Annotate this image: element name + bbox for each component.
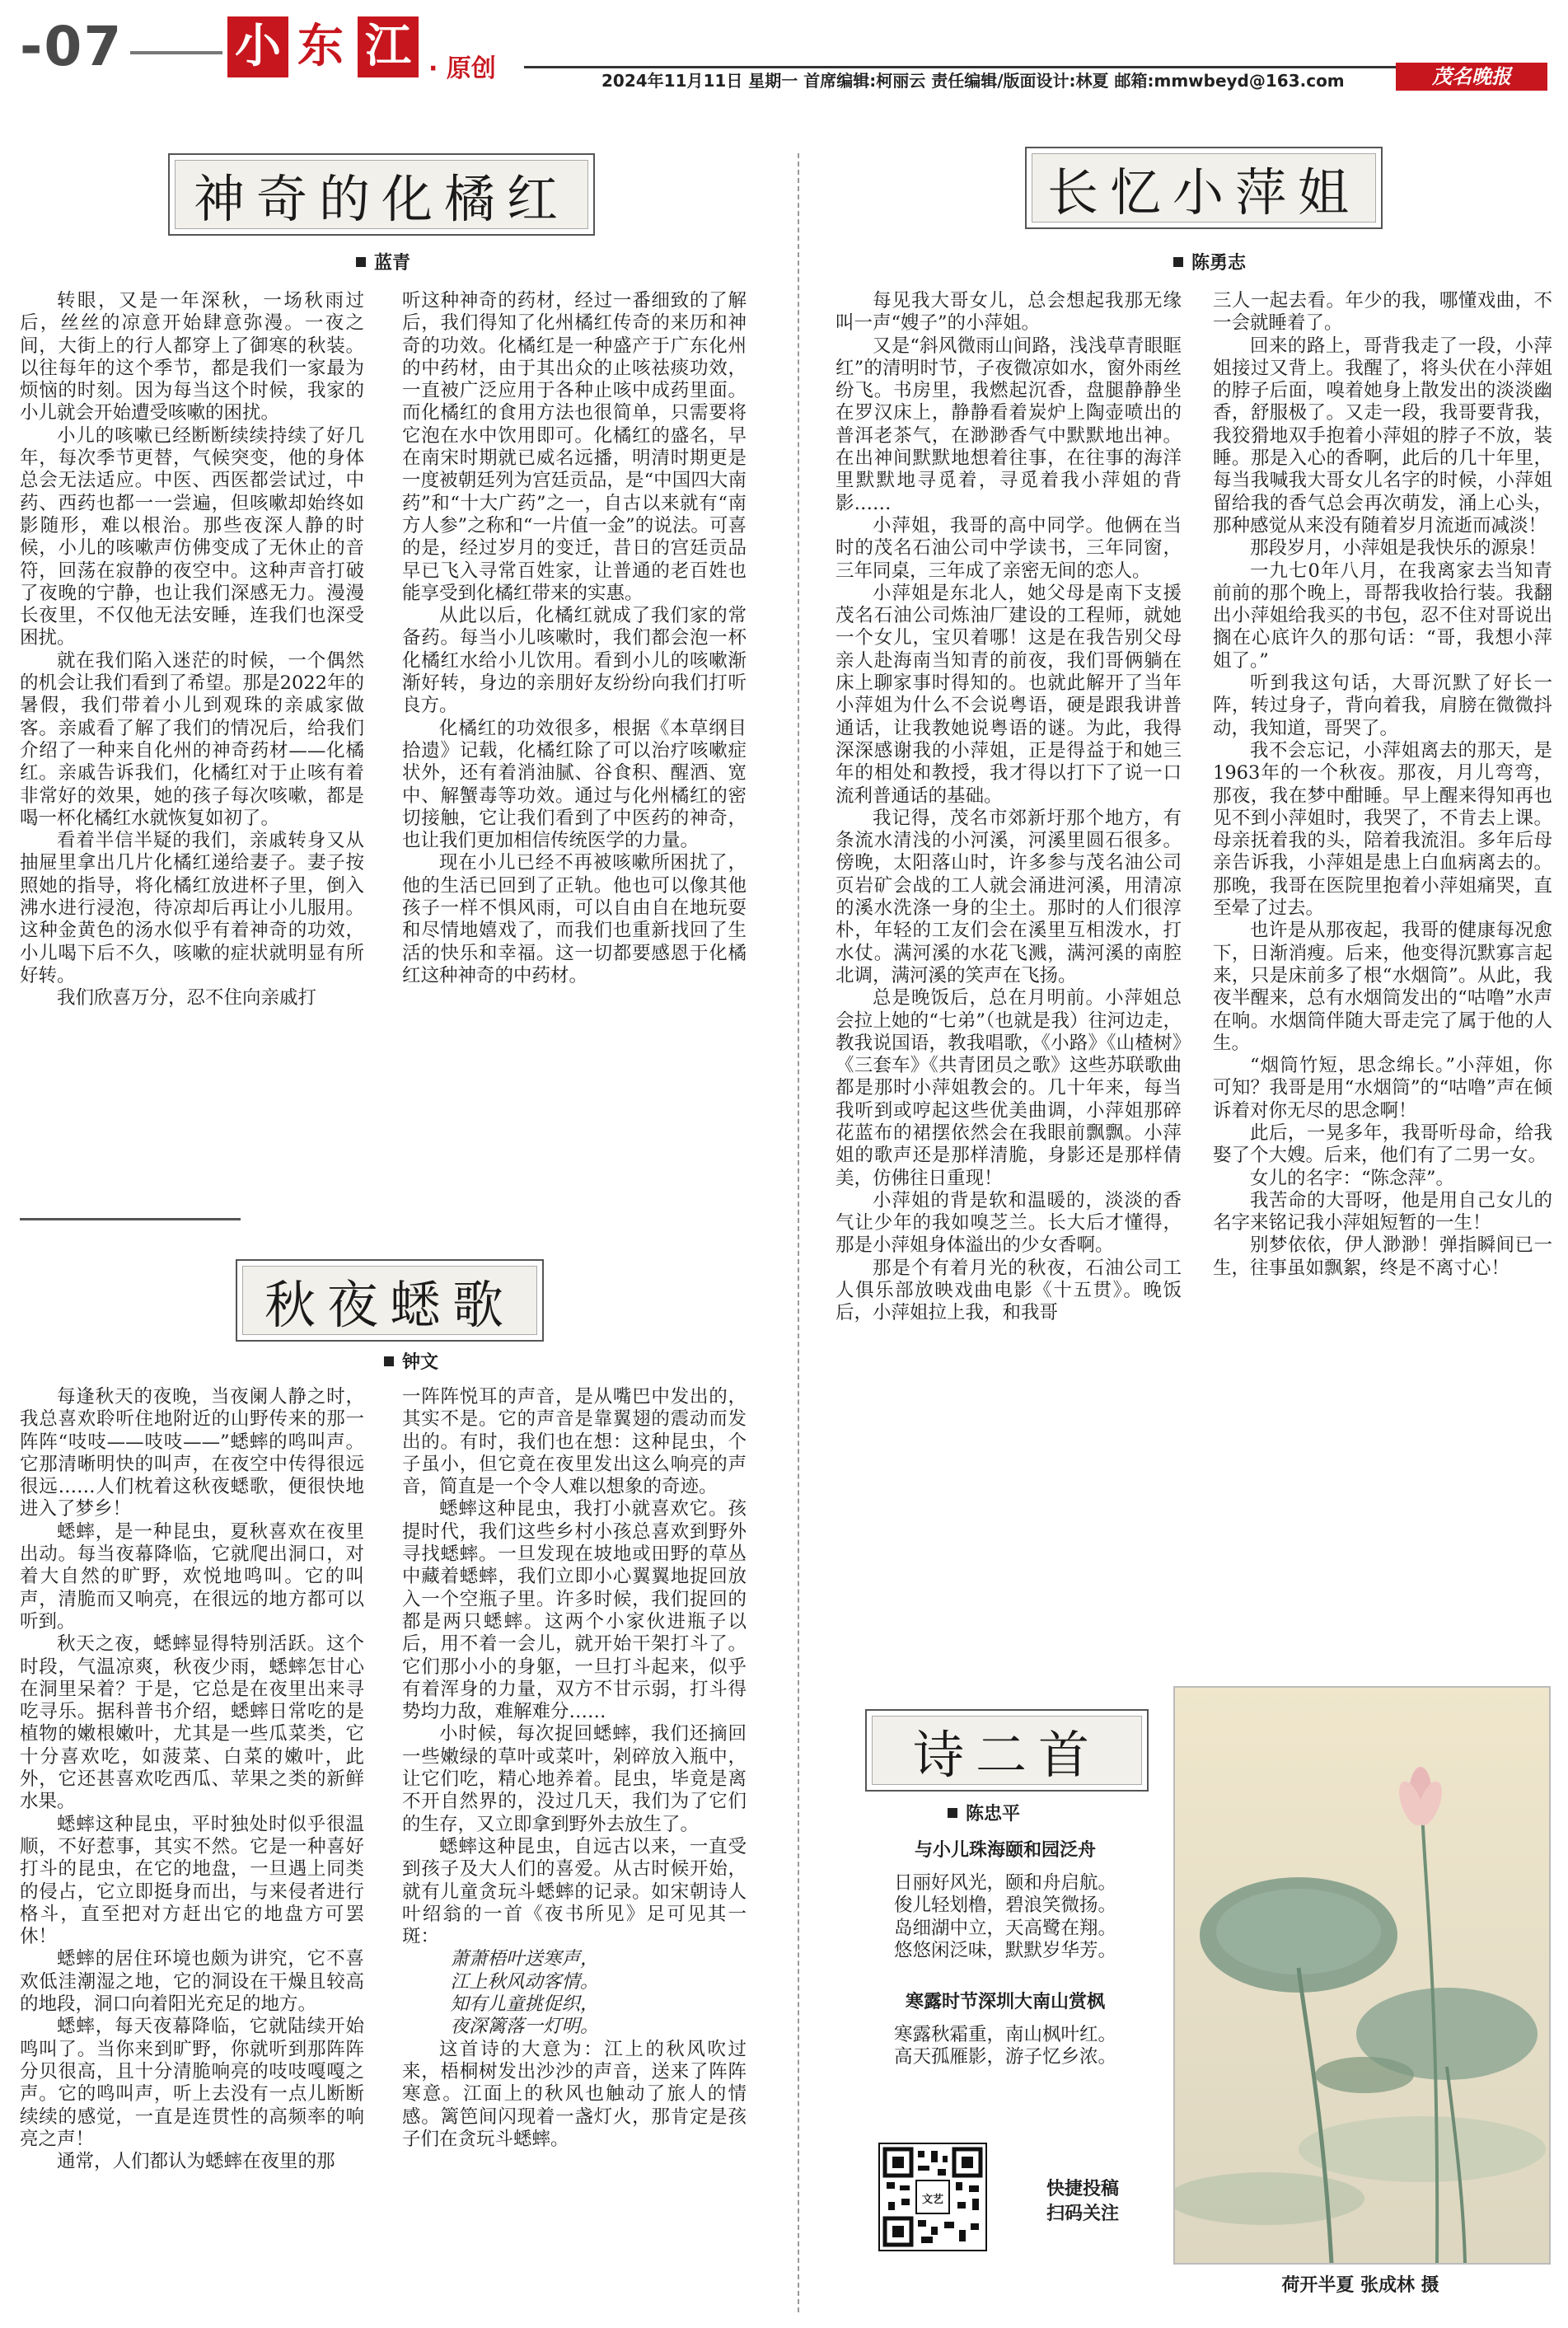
poem-line: 寒露秋霜重，南山枫叶红。	[893, 2024, 1116, 2045]
paragraph: 听这种神奇的药材，经过一番细致的了解后，我们得知了化州橘红传奇的来历和神奇的功效。化橘红是一种盛产于广东化州的中药材，由于其出众的止咳祛痰功效，一直被广泛应用于各种止咳中成药里面。而化橘红的食用方法也很简单，只需要将它泡在水中饮用即可。化橘红的盛名，早在南宋时期就已威名远播，明清时期更是一度被朝廷列为宫廷贡品，是“中国四大南药”和“十大广药”之一，自古以来就有“南方人参”之称和“一片值一金”的说法。可喜的是，经过岁月的变迁，昔日的宫廷贡品早已飞入寻常百姓家，让普通的老百姓也能享受到化橘红带来的实惠。	[402, 290, 747, 604]
poem-title: 寒露时节深圳大南山赏枫	[905, 1992, 1105, 2012]
paragraph: 化橘红的功效很多，根据《本草纲目拾遗》记载，化橘红除了可以治疗咳嗽症状外，还有着消油腻、谷食积、醒酒、宽中、解蟹毒等功效。通过与化州橘红的密切接触，它让我们看到了中医药的神奇，也让我们更加相信传统医学的力量。	[402, 717, 747, 852]
article-author	[384, 1348, 438, 1374]
author-name: 陈忠平	[966, 1804, 1021, 1824]
column-suffix: · 原创	[428, 54, 496, 83]
paragraph: 一阵阵悦耳的声音，是从嘴巴中发出的，其实不是。它的声音是靠翼翅的震动而发出的。有时，我们也在想：这种昆虫，个子虽小，但它竟在夜里发出这么响亮的声音，简直是一个令人难以想象的奇迹。	[402, 1386, 747, 1498]
paragraph: 那是个有着月光的秋夜，石油公司工人俱乐部放映戏曲电影《十五贯》。晚饭后，小萍姐拉上我，和我哥	[835, 1257, 1182, 1324]
submit-line: 快捷投稿	[1046, 2179, 1120, 2199]
poem-line: 夜深篱落一灯明。	[450, 2016, 599, 2038]
poem-body	[857, 1872, 1154, 1962]
article-title: 秋夜蟋歌	[242, 1266, 537, 1335]
poem-title: 与小儿珠海颐和园泛舟	[914, 1840, 1096, 1861]
author-marker	[948, 1808, 957, 1818]
poem-body	[857, 2024, 1154, 2069]
paragraph: 又是“斜风微雨山间路，浅浅草青眼眶红”的清明时节，子夜微凉如水，窗外雨丝纷飞。书房里，我燃起沉香，盘腿静静坐在罗汉床上，静静看着炭炉上陶壶喷出的普洱老茶气，在渺渺香气中默默地出神。在出神间默默地想着往事，在往事的海洋里默默地寻觅着，寻觅着我小萍姐的背影……	[835, 335, 1182, 514]
paragraph: 回来的路上，哥背我走了一段，小萍姐接过又背上。我醒了，将头伏在小萍姐的脖子后面，嗅着她身上散发出的淡淡幽香，舒服极了。又走一段，我哥要背我，我狡猾地双手抱着小萍姐的脖子不放，装睡。那是入心的香啊，此后的几十年里，每当我喊我大哥女儿名字的时候，小萍姐留给我的香气总会再次萌发，涌上心头，那种感觉从来没有随着岁月流逝而减淡！	[1213, 335, 1552, 536]
paragraph: 蟋蟀的居住环境也颇为讲究，它不喜欢低洼潮湿之地，它的洞设在干燥且较高的地段，洞口向着阳光充足的地方。	[20, 1948, 364, 2016]
poem-line: 高天孤雁影，游子忆乡浓。	[893, 2046, 1116, 2068]
paragraph: 蟋蟀这种昆虫，平时独处时似乎很温顺，不好惹事，其实不然。它是一种喜好打斗的昆虫，在它的地盘，一旦遇上同类的侵占，它立即挺身而出，与来侵者进行格斗，直至把对方赶出它的地盘方可罢休！	[20, 1813, 364, 1948]
paragraph: 小萍姐的背是软和温暖的，淡淡的香气让少年的我如嗅芝兰。长大后才懂得，那是小萍姐身体溢出的少女香啊。	[835, 1189, 1182, 1257]
article-author	[356, 249, 410, 274]
article-title: 长忆小萍姐	[1032, 153, 1376, 222]
paragraph: 我记得，茂名市郊新圩那个地方，有条流水清浅的小河溪，河溪里圆石很多。傍晚，太阳落山时，许多参与茂名油公司页岩矿会战的工人就会涌进河溪，用清凉的溪水洗涤一身的尘土。那时的人们很淳朴，年轻的工友们会在溪里互相泼水，打水仗。满河溪的水花飞溅，满河溪的南腔北调，满河溪的笑声在飞扬。	[835, 807, 1182, 986]
paragraph: 蟋蟀这种昆虫，我打小就喜欢它。孩提时代，我们这些乡村小孩总喜欢到野外寻找蟋蟀。一旦发现在坡地或田野的草丛中藏着蟋蟀，我们立即小心翼翼地捉回放入一个空瓶子里。许多时候，我们捉回的都是两只蟋蟀。这两个小家伙进瓶子以后，用不着一会儿，就开始干架打斗了。它们那小小的身躯，一旦打斗起来，似乎有着浑身的力量，双方不甘示弱，打斗得势均力敌，难解难分……	[402, 1498, 747, 1723]
paragraph: 一九七0年八月，在我离家去当知青前前的那个晚上，哥帮我收拾行装。我翻出小萍姐给我买的书包，忍不住对哥说出搁在心底许久的那句话：“哥，我想小萍姐了。”	[1213, 560, 1552, 672]
paragraph: 每逢秋天的夜晚，当夜阑人静之时，我总喜欢聆听住地附近的山野传来的那一阵阵“吱吱——吱吱——”蟋蟀的鸣叫声。它那清晰明快的叫声，在夜空中传得很远很远……人们枕着这秋夜蟋歌，便很快地进入了梦乡！	[20, 1386, 364, 1520]
article-title: 神奇的化橘红	[175, 160, 588, 229]
article-title-box	[1025, 147, 1383, 229]
lotus-image-icon	[1175, 1688, 1549, 2263]
author-marker	[384, 1356, 394, 1366]
paragraph: 小萍姐是东北人，她父母是南下支援茂名石油公司炼油厂建设的工程师，就她一个女儿，宝贝着哪！这是在我告别父母亲人赴海南当知青的前夜，我们哥俩躺在床上聊家事时得知的。也就此解开了当年小萍姐为什么不会说粤语，硬是跟我讲普通话，让我教她说粤语的谜。为此，我得深深感谢我的小萍姐，正是得益于和她三年的相处和教授，我才得以打下了说一口流利普通话的基础。	[835, 582, 1182, 807]
poem-line: 岛细湖中立，天高鹭在翔。	[893, 1917, 1116, 1939]
newspaper-logo: 茂名晚报	[1396, 63, 1547, 91]
paragraph: 我苦命的大哥呀，他是用自己女儿的名字来铭记我小萍姐短暂的一生！	[1213, 1189, 1552, 1234]
paragraph: 蟋蟀，每天夜幕降临，它就陆续开始鸣叫了。当你来到旷野，你就听到那阵阵分贝很高，且十分清脆响亮的吱吱嘎嘎之声。它的鸣叫声，听上去没有一点儿断断续续的感觉，一直是连贯性的高频率的响亮之声！	[20, 2016, 364, 2150]
paragraph: 那段岁月，小萍姐是我快乐的源泉！	[1250, 537, 1547, 560]
article-column	[402, 290, 747, 987]
author-name: 钟文	[402, 1352, 439, 1373]
paragraph: 蟋蟀这种昆虫，自远古以来，一直受到孩子及大人们的喜爱。从古时候开始，就有儿童贪玩斗蟋蟀的记录。如宋朝诗人叶绍翁的一首《夜书所见》足可见其一斑：	[402, 1835, 747, 1948]
poem-line: 日丽好风光，颐和舟启航。	[893, 1872, 1116, 1894]
qr-code[interactable]	[878, 2143, 987, 2251]
article-title: 诗二首	[872, 1716, 1142, 1785]
photo-caption: 荷开半夏 张成林 摄	[1281, 2275, 1439, 2296]
paragraph: 每见我大哥女儿，总会想起我那无缘叫一声“嫂子”的小萍姐。	[835, 290, 1182, 335]
author-name: 蓝青	[374, 253, 411, 274]
author-marker	[356, 257, 366, 267]
column-char-3: 江	[358, 16, 419, 77]
article-title-box	[236, 1259, 544, 1342]
article-title-box	[865, 1709, 1149, 1792]
article-author	[1173, 249, 1246, 274]
qr-label: 文艺	[921, 2194, 943, 2206]
article-column	[20, 290, 364, 1010]
paragraph: 三人一起去看。年少的我，哪懂戏曲，不一会就睡着了。	[1213, 290, 1552, 335]
paragraph: 此后，一晃多年，我哥听母命，给我娶了个大嫂。后来，他们有了二男一女。	[1213, 1122, 1552, 1167]
paragraph: 我不会忘记，小萍姐离去的那天，是1963年的一个秋夜。那夜，月儿弯弯，那夜，我在梦中酣睡。早上醒来得知再也见不到小萍姐时，我哭了，不肯去上课。母亲抚着我的头，陪着我流泪。多年后母亲告诉我，小萍姐是患上白血病离去的。那晚，我哥在医院里抱着小萍姐痛哭，直至晕了过去。	[1213, 739, 1552, 920]
author-marker	[1173, 257, 1183, 267]
paragraph: 女儿的名字：“陈念萍”。	[1250, 1167, 1455, 1189]
article-column	[1213, 290, 1552, 1280]
paragraph: 别梦依依，伊人渺渺！弹指瞬间已一生，往事虽如飘絮，终是不离寸心！	[1213, 1234, 1552, 1279]
poem-line: 知有儿童挑促织，	[450, 1993, 599, 2016]
paragraph: 秋天之夜，蟋蟀显得特别活跃。这个时段，气温凉爽，秋夜少雨，蟋蟀怎甘心在洞里呆着？于是，它总是在夜里出来寻吃寻乐。据科普书介绍，蟋蟀日常吃的是植物的嫩根嫩叶，尤其是一些瓜菜类，它十分喜欢吃，如菠菜、白菜的嫩叶，此外，它还甚喜欢吃西瓜、苹果之类的新鲜水果。	[20, 1633, 364, 1813]
article-column	[402, 1386, 747, 2151]
author-name: 陈勇志	[1191, 253, 1247, 274]
paragraph: 小儿的咳嗽已经断断续续持续了好几年，每次季节更替，气候突变，他的身体总会无法适应。中医、西医都尝试过，中药、西药也都一一尝遍，但咳嗽却始终如影随形，难以根治。那些夜深人静的时候，小儿的咳嗽声仿佛变成了无休止的音符，回荡在寂静的夜空中。这种声音打破了夜晚的宁静，也让我们深感无力。漫漫长夜里，不仅他无法安睡，连我们也深受困扰。	[20, 424, 364, 649]
submit-line: 扫码关注	[1046, 2204, 1120, 2224]
paragraph: 蟋蟀，是一种昆虫，夏秋喜欢在夜里出动。每当夜幕降临，它就爬出洞口，对着大自然的旷野，欢悦地鸣叫。它的叫声，清脆而又响亮，在很远的地方都可以听到。	[20, 1520, 364, 1632]
article-author	[948, 1800, 1020, 1825]
poem-line: 萧萧梧叶送寒声，	[450, 1948, 599, 1970]
paragraph: 转眼，又是一年深秋，一场秋雨过后，丝丝的凉意开始肆意弥漫。一夜之间，大街上的行人都穿上了御寒的秋装。以往每年的这个季节，都是我们一家最为烦恼的时刻。因为每当这个时候，我家的小儿就会开始遭受咳嗽的困扰。	[20, 290, 364, 424]
header-info: 2024年11月11日 星期一 首席编辑:柯丽云 责任编辑/版面设计:林夏 邮箱:mmwbeyd@163.com	[601, 71, 1345, 91]
paragraph: 小时候，每次捉回蟋蟀，我们还摘回一些嫩绿的草叶或菜叶，剁碎放入瓶中，让它们吃，精心地养着。昆虫，毕竟是离不开自然界的，没过几天，我们为了它们的生存，又立即拿到野外去放生了。	[402, 1723, 747, 1835]
article-title-box	[168, 153, 595, 236]
column-divider	[798, 153, 799, 2312]
paragraph: 看着半信半疑的我们，亲戚转身又从抽屉里拿出几片化橘红递给妻子。妻子按照她的指导，将化橘红放进杯子里，倒入沸水进行浸泡，待凉却后再让小儿服用。这种金黄色的汤水似乎有着神奇的功效，小儿喝下后不久，咳嗽的症状就明显有所好转。	[20, 830, 364, 986]
article-column	[835, 290, 1182, 1325]
submit-text	[1046, 2177, 1119, 2227]
paragraph: 也许是从那夜起，我哥的健康每况愈下，日渐消瘦。后来，他变得沉默寡言起来，只是床前多了根“水烟筒”。从此，我夜半醒来，总有水烟筒发出的“咕噜”水声在响。水烟筒伴随大哥走完了属于他的人生。	[1213, 920, 1552, 1054]
paragraph: 就在我们陷入迷茫的时候，一个偶然的机会让我们看到了希望。那是2022年的暑假，我们带着小儿到观珠的亲戚家做客。亲戚看了解了我们的情况后，给我们介绍了一种来自化州的神奇药材——化橘红。亲戚告诉我们，化橘红对于止咳有着非常好的效果，她的孩子每次咳嗽，都是喝一杯化橘红水就恢复如初了。	[20, 649, 364, 829]
paragraph: 通常，人们都认为蟋蟀在夜里的那	[57, 2151, 335, 2173]
lotus-photo	[1173, 1686, 1551, 2265]
poem-line: 江上秋风动客情。	[450, 1970, 599, 1993]
paragraph: 这首诗的大意为：江上的秋风吹过来，梧桐树发出沙沙的声音，送来了阵阵寒意。江面上的秋风也触动了旅人的情感。篱笆间闪现着一盏灯火，那肯定是孩子们在贪玩斗蟋蟀。	[402, 2038, 747, 2150]
header-rule	[130, 51, 222, 54]
paragraph: 听到我这句话，大哥沉默了好长一阵，转过身子，背向着我，肩膀在微微抖动，我知道，哥哭了。	[1213, 672, 1552, 739]
page-number: -07	[20, 15, 124, 78]
paragraph: “烟筒竹短，思念绵长。”小萍姐，你可知？我哥是用“水烟筒”的“咕噜”声在倾诉着对你无尽的思念啊！	[1213, 1055, 1552, 1122]
poem-line: 俊儿轻划橹，碧浪笑微扬。	[893, 1895, 1116, 1917]
paragraph: 我们欣喜万分，忍不住向亲戚打	[57, 987, 317, 1009]
paragraph: 从此以后，化橘红就成了我们家的常备药。每当小儿咳嗽时，我们都会泡一杯化橘红水给小儿饮用。看到小儿的咳嗽渐渐好转，身边的亲朋好友纷纷向我们打听良方。	[402, 605, 747, 717]
article-column	[20, 1386, 364, 2173]
column-char-1: 小	[227, 16, 288, 77]
section-divider	[20, 1218, 241, 1220]
poem-line: 悠悠闲泛味，默默岁华芳。	[893, 1939, 1116, 1961]
paragraph: 总是晚饭后，总在月明前。小萍姐总会拉上她的“七弟”（也就是我）往河边走，教我说国语，教我唱歌，《小路》《山楂树》《三套车》《共青团员之歌》这些苏联歌曲都是那时小萍姐教会的。几十年来，每当我听到或哼起这些优美曲调，小萍姐那碎花蓝布的裙摆依然会在我眼前飘飘。小萍姐的歌声还是那样清脆，身影还是那样倩美，仿佛往日重现！	[835, 987, 1182, 1189]
paragraph: 小萍姐，我哥的高中同学。他俩在当时的茂名石油公司中学读书，三年同窗，三年同桌，三年成了亲密无间的恋人。	[835, 514, 1182, 582]
column-char-2: 东	[290, 16, 351, 77]
paragraph: 现在小儿已经不再被咳嗽所困扰了，他的生活已回到了正轨。他也可以像其他孩子一样不惧风雨，可以自由自在地玩耍和尽情地嬉戏了，而我们也重新找回了生活的快乐和幸福。这一切都要感恩于化橘红这种神奇的中药材。	[402, 852, 747, 986]
